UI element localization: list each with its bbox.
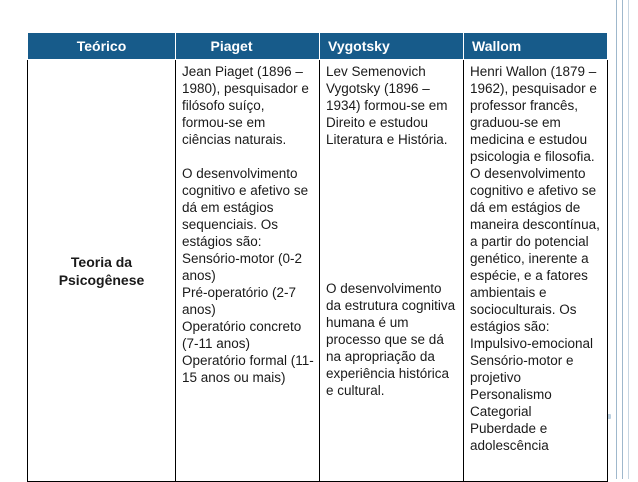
wallom-stage: Impulsivo-emocional	[470, 336, 594, 351]
theories-table	[27, 32, 608, 482]
wallom-stage: Puberdade e adolescência	[470, 421, 549, 453]
piaget-stage: Sensório-motor (0-2 anos)	[182, 251, 303, 283]
cell-piaget	[176, 60, 320, 482]
decorative-border-line	[628, 0, 629, 479]
header-teorico: Teórico	[28, 33, 176, 60]
header-vygotsky: Vygotsky	[320, 33, 464, 60]
table-row	[28, 60, 608, 482]
wallom-stage: Sensório-motor e projetivo	[470, 353, 574, 385]
piaget-stage: Pré-operatório (2-7 anos)	[182, 285, 297, 317]
vygotsky-text: O desenvolvimento da estrutura cognitiva humana é um processo que se dá na apropriação da experiência histórica e cultural.	[326, 281, 456, 398]
piaget-bio: Jean Piaget (1896 – 1980), pesquisador e filósofo suíço, formou-se em ciências naturais.	[182, 64, 309, 147]
piaget-stage: Operatório formal (11-15 anos ou mais)	[182, 353, 314, 385]
table-header-row	[28, 33, 608, 60]
cell-vygotsky	[320, 60, 464, 482]
vygotsky-bio: Lev Semenovich Vygotsky (1896 – 1934) formou-se em Direito e estudou Literatura e História.	[326, 64, 448, 147]
row-label-psicogenese: Teoria da Psicogênese	[28, 60, 176, 482]
piaget-intro: O desenvolvimento cognitivo e afetivo se dá em estágios sequenciais. Os estágios são:	[182, 166, 309, 249]
decorative-border-line	[616, 0, 617, 479]
decorative-border-line	[622, 0, 623, 479]
wallom-bio: Henri Wallon (1879 – 1962), pesquisador e professor francês, graduou-se em medicina e estudou psicologia e filosofia.	[470, 64, 597, 164]
wallom-text: O desenvolvimento cognitivo e afetivo se dá em estágios de maneira descontínua, a partir do potencial genético, inerente a espécie, e a fatores ambientais e socioculturais. Os estágios são:	[470, 166, 600, 334]
header-piaget: Piaget	[176, 33, 320, 60]
wallom-stage: Categorial	[470, 404, 532, 419]
cell-wallom	[464, 60, 608, 482]
header-wallom: Wallom	[464, 33, 608, 60]
wallom-stage: Personalismo	[470, 387, 552, 402]
piaget-stage: Operatório concreto (7-11 anos)	[182, 319, 302, 351]
